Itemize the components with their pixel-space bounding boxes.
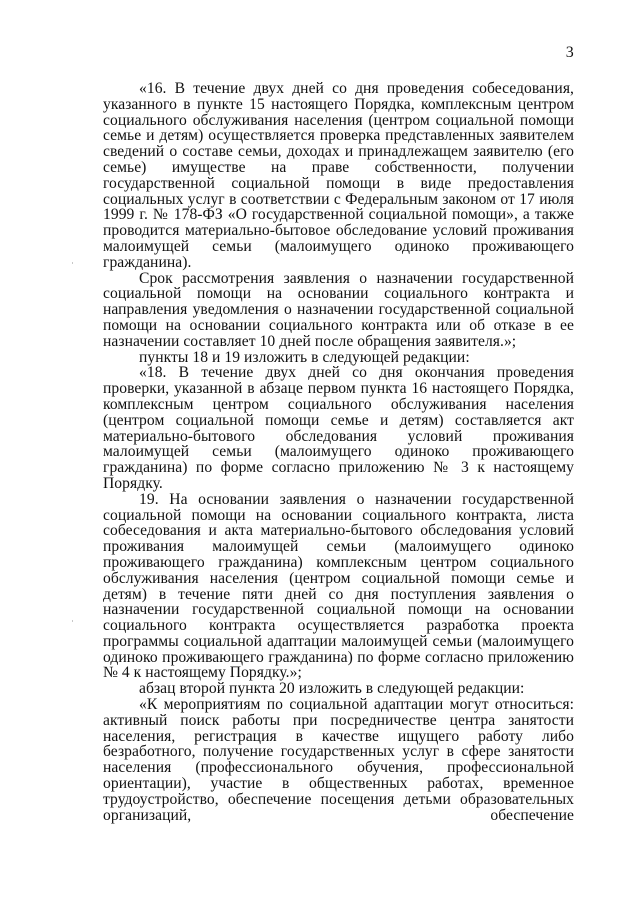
paragraph-review-period: Срок рассмотрения заявления о назначении государственной социальной помощи на основании социального контракта и направления уведомления о назначении государственной социальной помощи на основании социального контракта или об отказе в ее назначении составляет 10 дней после обращения заявителя.»;: [103, 269, 574, 350]
document-body: [103, 81, 574, 823]
paragraph-amend-items-18-19: пункты 18 и 19 изложить в следующей редакции:: [139, 348, 470, 366]
scan-margin-mark: [72, 620, 73, 622]
page-number: 3: [565, 44, 574, 61]
paragraph-item-18: «18. В течение двух дней со дня окончания проведения проверки, указанной в абзаце первом пункта 16 настоящего Порядка, комплексным центром социального обслуживания населения (центром социальной помощи семье и детям) составляется акт материально-бытового обследования условий проживания малоимущей семьи (малоимущего одиноко проживающего гражданина) по форме согласно приложению № 3 к настоящему Порядку.: [103, 364, 574, 492]
paragraph-item-16: «16. В течение двух дней со дня проведения собеседования, указанного в пункте 15 настоящего Порядка, комплексным центром социального обслуживания населения (центром социальной помощи семье и детям) осуществляется проверка представленных заявителем сведений о составе семьи, доходах и принадлежащем заявителю (его семье) имуществе на праве собственности, получении государственной социальной помощи в виде предоставления социальных услуг в соответствии с Федеральным законом от 17 июля 1999 г. № 178-ФЗ «О государственной социальной помощи», а также проводится материально-бытовое обследование условий проживания малоимущей семьи (малоимущего одиноко проживающего гражданина).: [103, 80, 574, 271]
scan-margin-mark: [72, 262, 73, 264]
paragraph-amend-item-20: абзац второй пункта 20 изложить в следующей редакции:: [139, 680, 525, 698]
paragraph-adaptation-measures: «К мероприятиям по социальной адаптации могут относиться: активный поиск работы при посредничестве центра занятости населения, регистрация в качестве ищущего работу либо безработного, получение государственных услуг в сфере занятости населения (профессионального обучения, профессиональной ориентации), участие в общественных работах, временное трудоустройство, обеспечение посещения детьми образовательных организаций, обеспечение: [103, 696, 574, 824]
paragraph-item-19: 19. На основании заявления о назначении государственной социальной помощи на основании социального контракта, листа собеседования и акта материально-бытового обследования условий проживания малоимущей семьи (малоимущего одиноко проживающего гражданина) комплексным центром социального обслуживания населения (центром социальной помощи семье и детям) в течение пяти дней со дня поступления заявления о назначении государственной социальной помощи на основании социального контракта осуществляется разработка проекта программы социальной адаптации малоимущей семьи (малоимущего одиноко проживающего гражданина) по форме согласно приложению № 4 к настоящему Порядку.»;: [103, 490, 574, 682]
